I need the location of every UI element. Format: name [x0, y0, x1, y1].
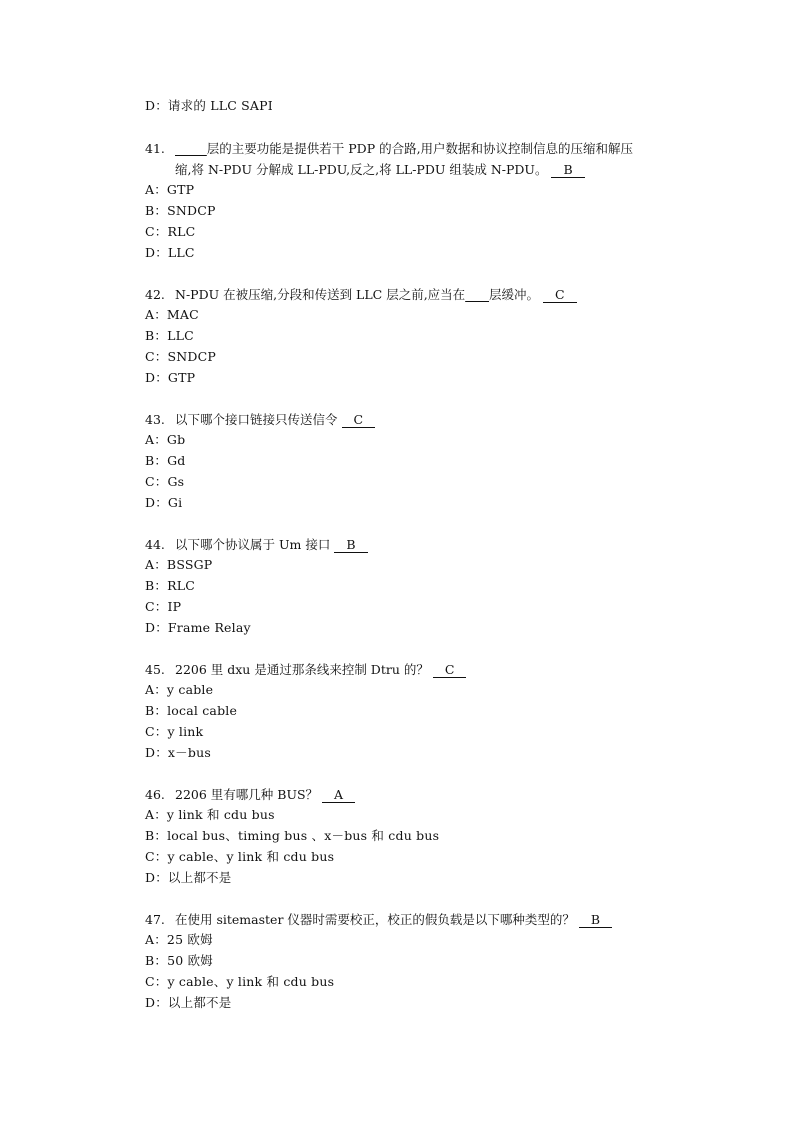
- option-d: D：GTP: [145, 370, 196, 385]
- option-a: A：y cable: [145, 682, 214, 697]
- question-text-after-blank: 层缓冲。: [489, 287, 540, 302]
- option-b: B：50 欧姆: [145, 953, 213, 968]
- option-b: B：local cable: [145, 703, 238, 718]
- question-41-line-2: [175, 162, 585, 178]
- option-c: C：Gs: [145, 474, 185, 489]
- option-c: C：y cable、y link 和 cdu bus: [145, 974, 335, 989]
- option-a: A：GTP: [145, 182, 195, 197]
- answer-blank: B: [579, 913, 612, 928]
- option-d: D：LLC: [145, 245, 195, 260]
- option-b: B：SNDCP: [145, 203, 216, 218]
- option-a: A：BSSGP: [145, 557, 213, 572]
- question-43-line: [145, 412, 375, 428]
- option-d: D：x－bus: [145, 745, 211, 760]
- question-text: 以下哪个协议属于 Um 接口: [175, 537, 331, 552]
- fill-blank: [465, 287, 489, 303]
- answer-blank: C: [342, 413, 376, 428]
- option-c: C：y cable、y link 和 cdu bus: [145, 849, 335, 864]
- question-text: 层的主要功能是提供若干 PDP 的合路,用户数据和协议控制信息的压缩和解压: [206, 141, 634, 156]
- fill-blank: [175, 141, 207, 157]
- question-text: 2206 里有哪几种 BUS？: [175, 787, 319, 802]
- question-number: 47.: [145, 912, 165, 927]
- question-number: 44.: [145, 537, 165, 552]
- question-number: 43.: [145, 412, 165, 427]
- answer-blank: A: [322, 788, 355, 803]
- option-a: A：y link 和 cdu bus: [145, 807, 275, 822]
- answer-blank: B: [334, 538, 367, 553]
- answer-blank: B: [551, 163, 584, 178]
- option-b: B：local bus、timing bus 、x－bus 和 cdu bus: [145, 828, 440, 843]
- question-text: 在使用 sitemaster 仪器时需要校正，校正的假负载是以下哪种类型的？: [175, 912, 575, 927]
- question-text-continued: 缩,将 N-PDU 分解成 LL-PDU,反之,将 LL-PDU 组装成 N-PDU。: [175, 162, 548, 177]
- question-number: 41.: [145, 141, 165, 156]
- prev-question-option-d: D：请求的 LLC SAPI: [145, 98, 273, 113]
- question-number: 46.: [145, 787, 165, 802]
- question-42-line: [145, 287, 577, 303]
- question-number: 42.: [145, 287, 165, 302]
- option-c: C：IP: [145, 599, 182, 614]
- option-d: D：Frame Relay: [145, 620, 251, 635]
- question-41-line-1: [145, 141, 633, 157]
- question-45-line: [145, 662, 466, 678]
- option-b: B：RLC: [145, 578, 195, 593]
- question-text: 以下哪个接口链接只传送信令: [175, 412, 338, 427]
- question-text: N-PDU 在被压缩,分段和传送到 LLC 层之前,应当在: [175, 287, 466, 302]
- option-c: C：y link: [145, 724, 204, 739]
- question-46-line: [145, 787, 355, 803]
- question-number: 45.: [145, 662, 165, 677]
- option-d: D：以上都不是: [145, 995, 232, 1010]
- answer-blank: C: [433, 663, 467, 678]
- option-a: A：25 欧姆: [145, 932, 213, 947]
- option-d: D：以上都不是: [145, 870, 232, 885]
- answer-blank: C: [543, 288, 577, 303]
- option-a: A：Gb: [145, 432, 186, 447]
- question-text: 2206 里 dxu 是通过那条线来控制 Dtru 的？: [175, 662, 429, 677]
- option-a: A：MAC: [145, 307, 199, 322]
- option-c: C：RLC: [145, 224, 196, 239]
- option-b: B：Gd: [145, 453, 186, 468]
- option-b: B：LLC: [145, 328, 194, 343]
- option-c: C：SNDCP: [145, 349, 216, 364]
- question-47-line: [145, 912, 612, 928]
- question-44-line: [145, 537, 368, 553]
- option-d: D：Gi: [145, 495, 183, 510]
